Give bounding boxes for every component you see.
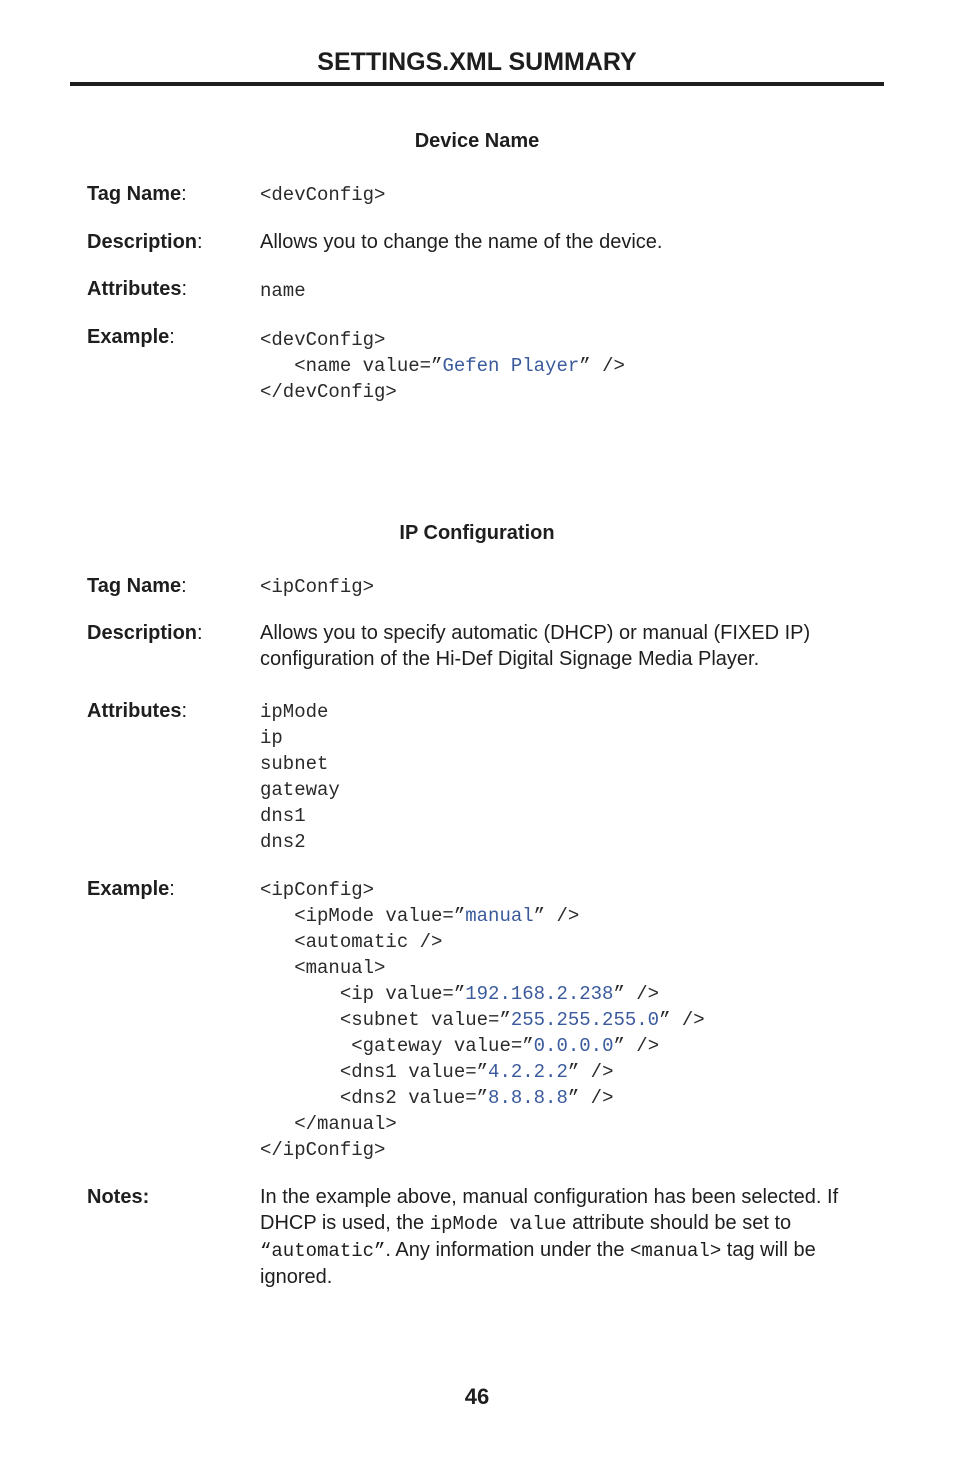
inline-code: <manual>: [630, 1240, 722, 1262]
attribute-dns2: dns2: [260, 831, 306, 853]
code-line: </manual>: [260, 1113, 397, 1135]
device-attributes: [260, 278, 306, 304]
code-line: <subnet value=”255.255.255.0” />: [260, 1009, 705, 1031]
label-attributes: Attributes:: [87, 700, 188, 722]
code-line: <ipMode value=”manual” />: [260, 905, 580, 927]
code-line: <name value=”Gefen Player” />: [260, 355, 625, 377]
ip-description: Allows you to specify automatic (DHCP) or manual (FIXED IP) configuration of the Hi-Def Digital Signage Media Player.: [260, 622, 811, 670]
ip-example-code: [260, 877, 705, 1163]
code-line: <dns2 value=”8.8.8.8” />: [260, 1087, 614, 1109]
ip-tag-value: <ipConfig>: [260, 576, 375, 598]
code-line: </ipConfig>: [260, 1139, 386, 1161]
label-description: Description:: [87, 622, 203, 644]
label-description: Description:: [87, 231, 203, 253]
device-tag-value: <devConfig>: [260, 184, 386, 206]
attribute-ipmode: ipMode: [260, 701, 329, 723]
attribute-gateway: gateway: [260, 779, 340, 801]
code-line: <automatic />: [260, 931, 443, 953]
label-tag-name: Tag Name:: [87, 575, 187, 597]
section-title-device-name: Device Name: [414, 130, 540, 152]
section-title-ip-configuration: IP Configuration: [399, 522, 555, 544]
device-description: Allows you to change the name of the device.: [260, 231, 663, 253]
label-notes: Notes:: [87, 1186, 150, 1208]
code-line: <manual>: [260, 957, 386, 979]
label-attributes: Attributes:: [87, 278, 188, 300]
inline-code: ipMode value: [429, 1213, 567, 1235]
code-line: <devConfig>: [260, 329, 386, 351]
code-line: <ipConfig>: [260, 879, 375, 901]
title-rule: [70, 82, 884, 86]
code-line: <gateway value=”0.0.0.0” />: [260, 1035, 660, 1057]
attribute-name: name: [260, 280, 306, 302]
attribute-dns1: dns1: [260, 805, 306, 827]
code-line: </devConfig>: [260, 381, 397, 403]
ip-notes: In the example above, manual configuration has been selected. If DHCP is used, the ipMode value attribute should be set to “automatic”. Any information under the <manual> tag will be ignored.: [260, 1186, 839, 1288]
label-tag-name: Tag Name:: [87, 183, 187, 205]
attribute-ip: ip: [260, 727, 283, 749]
device-example-code: [260, 327, 625, 405]
ip-attributes: [260, 699, 340, 855]
label-example: Example:: [87, 878, 175, 900]
attribute-subnet: subnet: [260, 753, 329, 775]
code-line: <ip value=”192.168.2.238” />: [260, 983, 660, 1005]
page-number: 46: [464, 1384, 490, 1409]
code-line: <dns1 value=”4.2.2.2” />: [260, 1061, 614, 1083]
inline-code: “automatic”: [260, 1240, 386, 1262]
label-example: Example:: [87, 326, 175, 348]
page-title: SETTINGS.XML SUMMARY: [317, 48, 637, 76]
